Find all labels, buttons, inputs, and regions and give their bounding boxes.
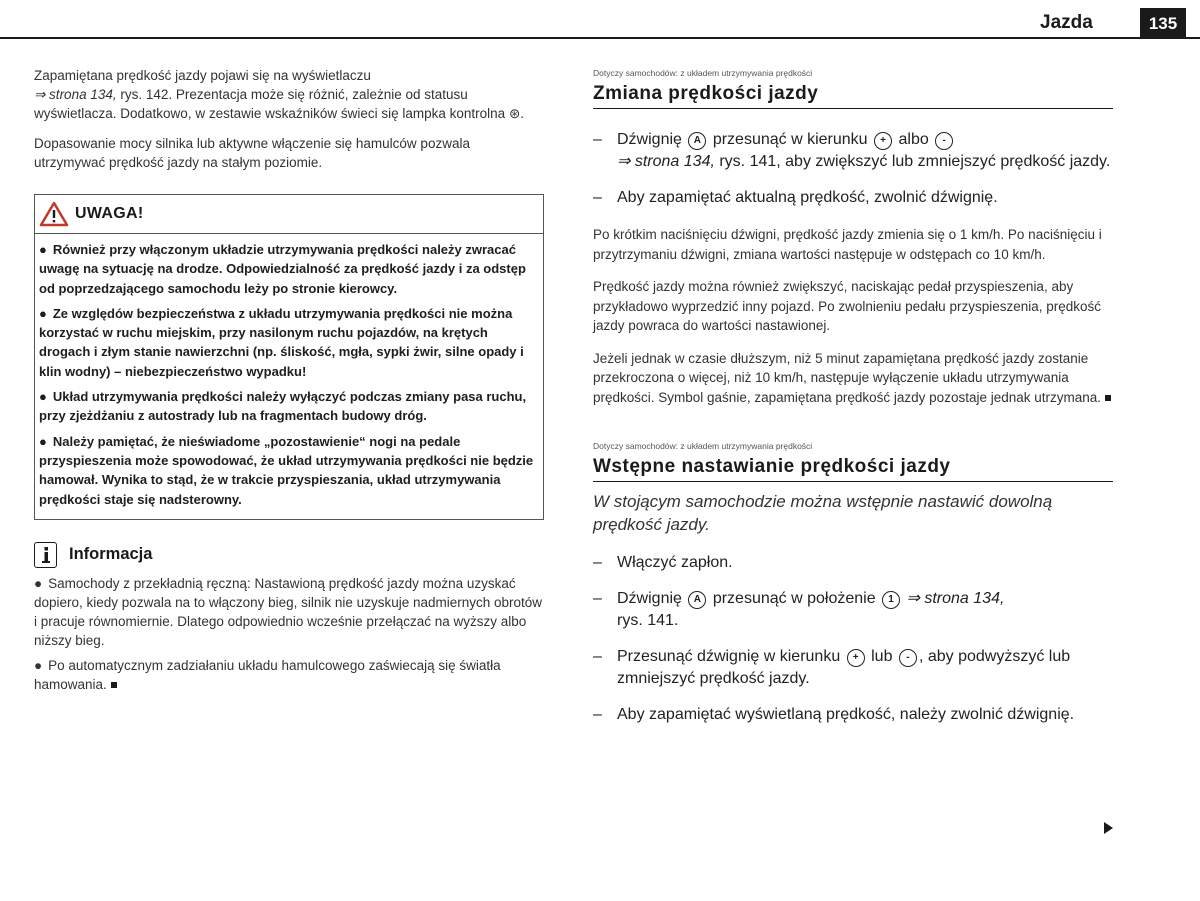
plus-icon: + bbox=[874, 132, 892, 150]
section-title: Wstępne nastawianie prędkości jazdy bbox=[593, 456, 1113, 482]
bullet-icon: ● bbox=[39, 433, 47, 449]
minus-icon: - bbox=[935, 132, 953, 150]
info-item-text: Po automatycznym zadziałaniu układu hamulcowego zaświecają się światła hamowania. bbox=[34, 657, 501, 692]
step-text-part: Dźwignię bbox=[617, 131, 682, 148]
warning-item bbox=[39, 387, 537, 426]
bullet-icon: ● bbox=[39, 305, 47, 321]
section-lead: W stojącym samochodzie można wstępnie nastawić dowolną prędkość jazdy. bbox=[593, 492, 1053, 534]
step-text-part: Przesunąć dźwignię w kierunku bbox=[617, 648, 841, 665]
step-text-part: lub bbox=[871, 648, 893, 665]
page-reference: ⇒ strona 134, bbox=[906, 590, 1005, 607]
lever-a-icon: A bbox=[688, 591, 706, 609]
paragraph: Prędkość jazdy można również zwiększyć, naciskając pedał przyspieszenia, aby przykładowo wyprzedzić inny pojazd. Po zwolnieniu pedału przyspieszenia, prędkość jazdy powraca do wartości nastawionej. bbox=[593, 279, 1102, 333]
bullet-icon: ● bbox=[39, 389, 47, 405]
header-title: Jazda bbox=[1040, 12, 1093, 33]
display-text-b: rys. 142. Prezentacja może się różnić, zależnie od statusu wyświetlacza. Dodatkowo, w zestawie wskaźników świeci się lampka kontrolna bbox=[34, 87, 509, 121]
dash: – bbox=[593, 131, 602, 148]
info-item bbox=[34, 656, 544, 694]
info-item bbox=[34, 574, 544, 650]
end-of-section-icon bbox=[1105, 395, 1111, 401]
display-paragraph bbox=[34, 66, 544, 123]
cruise-control-symbol-icon: ⊛ bbox=[508, 106, 521, 121]
step-text bbox=[617, 588, 1113, 632]
step-text: Aby zapamiętać aktualną prędkość, zwolnić dźwignię. bbox=[617, 189, 998, 206]
lever-a-icon: A bbox=[688, 132, 706, 150]
warning-header bbox=[35, 195, 543, 234]
warning-item-text: Ze względów bezpieczeństwa z układu utrzymywania prędkości nie można korzystać w ruchu miejskim, przy nasilonym ruchu pojazdów, na krętych drogach i złym stanie nawierzchni (np. śliskość, mgła, sypki żwir, silne opady i klin wodny) – niebezpieczeństwo wypadku! bbox=[39, 305, 524, 379]
applies-to-note: Dotyczy samochodów: z układem utrzymywania prędkości bbox=[593, 441, 813, 451]
step-text-part: rys. 141. bbox=[617, 612, 679, 629]
position-1-icon: 1 bbox=[882, 591, 900, 609]
dash: – bbox=[593, 554, 602, 571]
warning-item bbox=[39, 240, 537, 298]
page-reference: ⇒ strona 134, bbox=[617, 153, 715, 170]
info-icon bbox=[34, 542, 57, 568]
display-text-a: Zapamiętana prędkość jazdy pojawi się na wyświetlaczu bbox=[34, 68, 371, 83]
page-reference: ⇒ strona 134, bbox=[34, 87, 117, 102]
warning-item-text: Również przy włączonym układzie utrzymywania prędkości należy zwracać uwagę na sytuację na drodze. Odpowiedzialność za prędkość jazdy i za odstęp od poprzedzającego samochodu leży po stronie kierowcy. bbox=[39, 242, 526, 296]
instruction-step bbox=[593, 646, 1113, 690]
applies-to-note: Dotyczy samochodów: z układem utrzymywania prędkości bbox=[593, 68, 813, 78]
instruction-step bbox=[593, 588, 1113, 632]
info-header bbox=[34, 542, 544, 568]
warning-item-text: Układ utrzymywania prędkości należy wyłączyć podczas zmiany pasa ruchu, przy zjeżdżaniu z autostrady lub na fragmentach budowy dróg. bbox=[39, 389, 527, 424]
header-rule bbox=[0, 37, 1200, 39]
step-text-part: Dźwignię bbox=[617, 590, 682, 607]
instruction-step bbox=[593, 704, 1113, 726]
step-text-part: przesunąć w położenie bbox=[712, 590, 876, 607]
paragraph: Po krótkim naciśnięciu dźwigni, prędkość jazdy zmienia się o 1 km/h. Po naciśnięciu i przytrzymaniu dźwigni, zmiana wartości następuje w odstępach co 10 km/h. bbox=[593, 227, 1102, 262]
end-of-section-icon bbox=[111, 682, 117, 688]
step-text: Włączyć zapłon. bbox=[617, 554, 733, 571]
bullet-icon: ● bbox=[34, 657, 43, 673]
step-text-part: przesunąć w kierunku bbox=[712, 131, 868, 148]
info-i-icon bbox=[40, 546, 52, 564]
step-text-part: rys. 141, aby zwiększyć lub zmniejszyć prędkość jazdy. bbox=[714, 153, 1111, 170]
instruction-step bbox=[593, 129, 1113, 173]
dash: – bbox=[593, 590, 602, 607]
paragraph bbox=[593, 349, 1113, 408]
dash: – bbox=[593, 189, 602, 206]
continue-arrow-icon bbox=[1104, 822, 1113, 834]
warning-box bbox=[34, 194, 544, 520]
paragraph-text: Jeżeli jednak w czasie dłuższym, niż 5 minut zapamiętana prędkość jazdy zostanie przekroczona o więcej, niż 10 km/h, następuje wyłączenie układu utrzymywania prędkości. Symbol gaśnie, zapamiętana prędkość jazdy pozostaje jednak utrzymana. bbox=[593, 350, 1102, 405]
plus-icon: + bbox=[847, 649, 865, 667]
bullet-icon: ● bbox=[34, 575, 43, 591]
warning-item bbox=[39, 304, 537, 381]
warning-item bbox=[39, 432, 537, 509]
left-column bbox=[34, 66, 544, 698]
warning-triangle-icon bbox=[39, 201, 69, 227]
step-text: Aby zapamiętać wyświetlaną prędkość, należy zwolnić dźwignię. bbox=[617, 706, 1075, 723]
bullet-icon: ● bbox=[39, 242, 47, 257]
dash: – bbox=[593, 706, 602, 723]
step-text bbox=[617, 646, 1113, 690]
info-item-text: Samochody z przekładnią ręczną: Nastawioną prędkość jazdy można uzyskać dopiero, kiedy pozwala na to włączony bieg, silnik nie uzyskuje nadmiernych obrotów i pracuje równomiernie. Dlatego odpowiednio wcześnie przełączać na wyższy albo niższy bieg. bbox=[34, 575, 543, 648]
minus-icon: - bbox=[899, 649, 917, 667]
page-number: 135 bbox=[1140, 8, 1186, 39]
right-column bbox=[593, 68, 1113, 740]
section-title: Zmiana prędkości jazdy bbox=[593, 83, 1113, 109]
warning-body bbox=[35, 234, 543, 519]
power-paragraph: Dopasowanie mocy silnika lub aktywne włączenie się hamulców pozwala utrzymywać prędkość jazdy na stałym poziomie. bbox=[34, 136, 470, 170]
step-text bbox=[617, 129, 1113, 173]
instruction-step bbox=[593, 552, 1113, 574]
step-text-part: , aby podwyższyć lub zmniejszyć prędkość jazdy. bbox=[617, 648, 1071, 687]
instruction-step bbox=[593, 187, 1113, 209]
dash: – bbox=[593, 648, 602, 665]
warning-item-text: Należy pamiętać, że nieświadome „pozostawienie“ nogi na pedale przyspieszenia może spowodować, że układ utrzymywania prędkości nie będzie hamował. Wynika to stąd, że w trakcie przyspieszania, układ utrzymywania prędkości staje się nadsterowny. bbox=[39, 433, 534, 507]
info-title: Informacja bbox=[69, 545, 153, 564]
warning-title: UWAGA! bbox=[75, 205, 144, 222]
step-text-part: albo bbox=[898, 131, 929, 148]
display-text-end: . bbox=[520, 106, 525, 121]
